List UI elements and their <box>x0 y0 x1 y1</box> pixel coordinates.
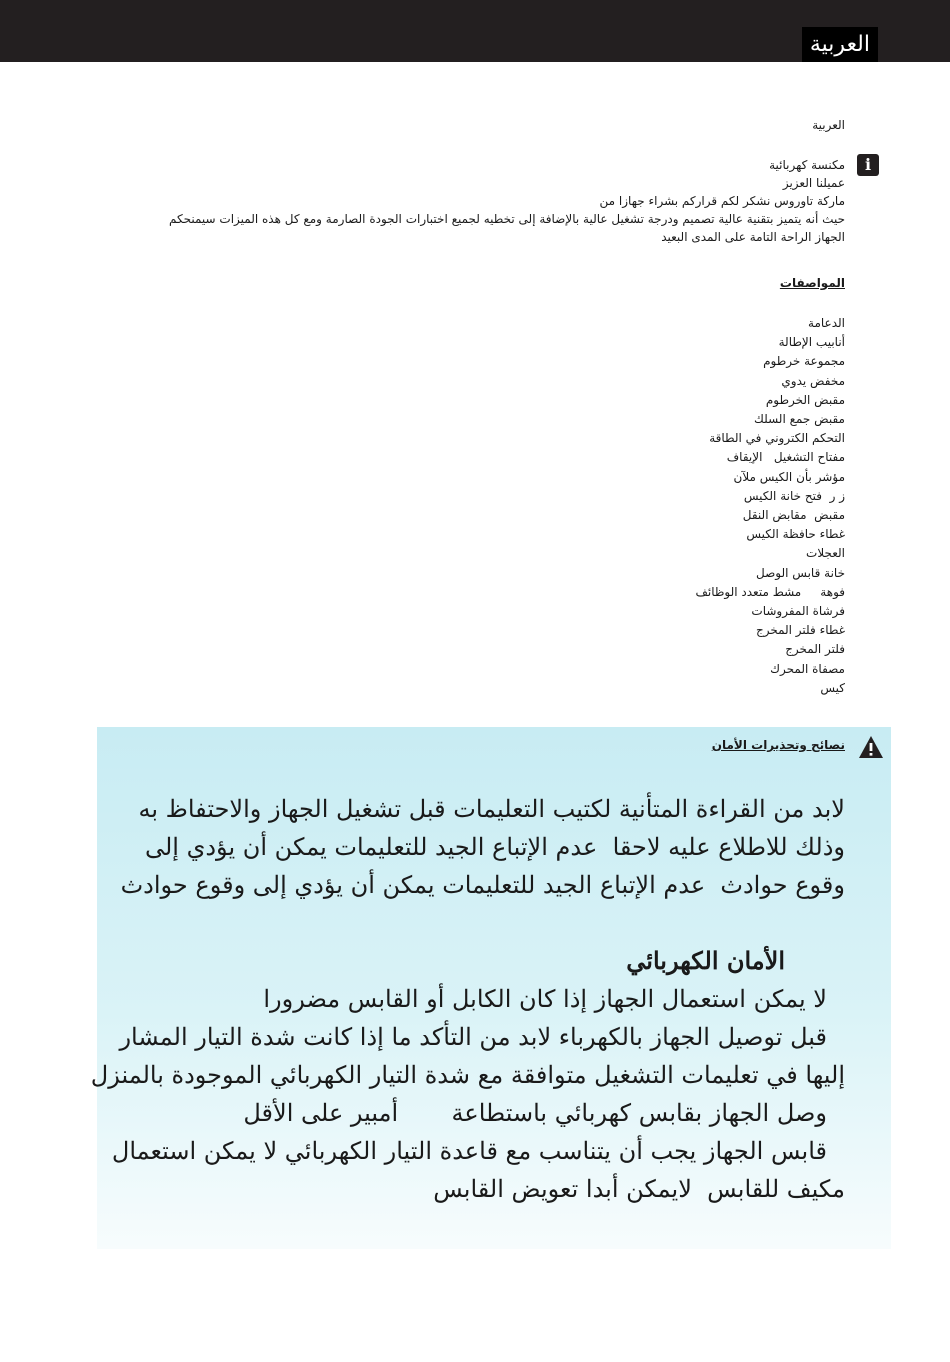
spec-item: فرشاة المفروشات <box>751 604 845 619</box>
specs-list <box>695 314 845 698</box>
language-tab: العربية <box>802 27 878 62</box>
spec-item: مصفاة المحرك <box>770 661 845 676</box>
safety-text <box>90 790 845 1208</box>
spec-item: مجموعة خرطوم <box>763 354 845 369</box>
safety-line: وذلك للاطلاع عليه لاحقا عدم الإتباع الجيد للتعليمات يمكن أن يؤدي إلى <box>144 833 845 861</box>
spec-item: مقبض الخرطوم <box>765 392 845 407</box>
intro-line: ماركة تاوروس نشكر لكم قراركم بشراء جهازا من <box>599 194 845 208</box>
spec-item: العجلات <box>806 546 845 561</box>
safety-line: قابس الجهاز يجب أن يتناسب مع قاعدة التيار الكهربائي لا يمكن استعمال <box>111 1137 827 1165</box>
spec-item: التحكم الكتروني في الطاقة <box>709 431 845 446</box>
safety-line: وقوع حوادث عدم الإتباع الجيد للتعليمات يمكن أن يؤدي إلى وقوع حوادث <box>120 871 845 899</box>
safety-line: قبل توصيل الجهاز بالكهرباء لابد من التأكد ما إذا كانت شدة التيار المشار <box>119 1023 827 1051</box>
spec-item: فوهة مشط متعدد الوظائف <box>695 584 845 599</box>
intro-greeting: عميلنا العزيز <box>782 176 845 190</box>
spec-item: مفتاح التشغيل الإيقاف <box>726 450 845 465</box>
safety-line: إليها في تعليمات التشغيل متوافقة مع شدة التيار الكهربائي الموجودة بالمنزل <box>90 1061 845 1089</box>
spacer <box>100 904 845 942</box>
spec-item: خانة قابس الوصل <box>756 565 845 580</box>
spec-item: الدعامة <box>808 316 845 330</box>
warning-triangle-icon <box>858 735 884 759</box>
info-icon: i <box>857 154 879 176</box>
spec-item: مقبض مقابض النقل <box>742 508 845 523</box>
intro-line: حيث أنه يتميز بتقنية عالية تصميم ودرجة تشغيل عالية بالإضافة إلى تخطيه لجميع اختبارات الجودة الصارمة ومع كل هذه الميزات سيمنحكم <box>169 212 845 226</box>
safety-line: لا يمكن استعمال الجهاز إذا كان الكابل أو القابس مضرورا <box>263 985 827 1013</box>
intro-line: الجهاز الراحة التامة على المدى البعيد <box>661 230 845 244</box>
header-bar <box>0 0 950 62</box>
spec-item: مؤشر بأن الكيس ملآن <box>733 469 845 484</box>
spec-item: مخفض يدوي <box>781 373 845 388</box>
safety-title: نصائح وتحذيرات الأمان <box>711 738 845 752</box>
intro-product-name: مكنسة كهربائية <box>769 158 845 172</box>
spec-item: فلتر المخرج <box>785 642 845 657</box>
intro-text <box>85 156 845 246</box>
safety-line: لابد من القراءة المتأنية لكتيب التعليمات قبل تشغيل الجهاز والاحتفاظ به <box>138 795 845 823</box>
safety-line: مكيف للقابس لايمكن أبدا تعويض القابس <box>433 1175 845 1203</box>
spec-item: غطاء فلتر المخرج <box>755 623 845 638</box>
spec-item: كيس <box>820 680 845 695</box>
electrical-safety-heading: الأمان الكهربائي <box>626 946 785 975</box>
spec-item: أنابيب الإطالة <box>778 335 845 350</box>
spec-item: غطاء حافظة الكيس <box>746 527 845 542</box>
spec-item: مقبض جمع السلك <box>754 412 845 427</box>
specs-heading: المواصفات <box>779 276 845 290</box>
spec-item: ز ر فتح خانة الكيس <box>743 488 845 503</box>
safety-line: وصل الجهاز بقابس كهربائي باستطاعة أمبير على الأقل <box>243 1099 827 1127</box>
language-label: العربية <box>812 118 845 132</box>
